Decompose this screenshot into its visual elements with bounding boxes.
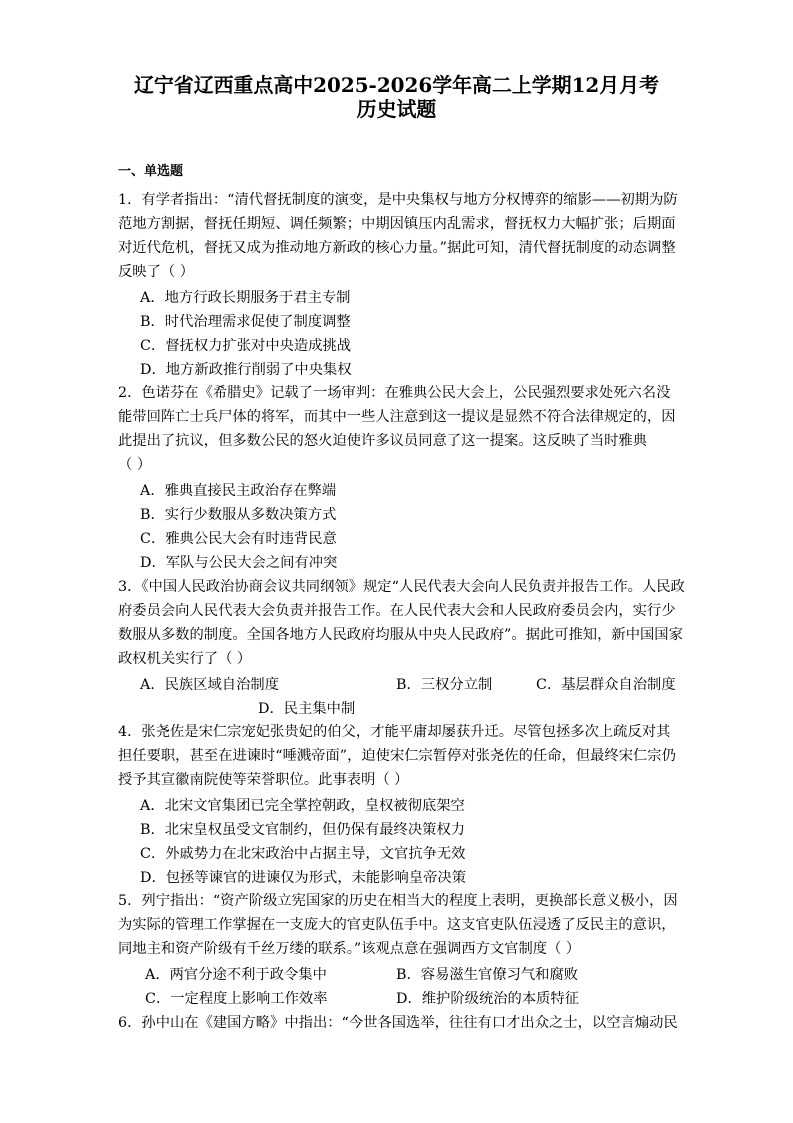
question-2-option-a[interactable]: A．雅典直接民主政治存在弊端: [140, 483, 337, 499]
question-2-line-2: 能带回阵亡士兵尸体的将军，而其中一些人注意到这一提议是显然不符合法律规定的，因: [118, 409, 676, 425]
section-heading: 一、单选题: [118, 164, 184, 179]
question-2-option-b[interactable]: B．实行少数服从多数决策方式: [140, 507, 337, 523]
question-1-option-b[interactable]: B．时代治理需求促使了制度调整: [140, 314, 351, 330]
question-5-option-c[interactable]: C．一定程度上影响工作效率: [145, 991, 328, 1007]
question-2-line-1: 2．色诺芬在《希腊史》记载了一场审判：在雅典公民大会上，公民强烈要求处死六名没: [118, 385, 671, 401]
question-3-option-b[interactable]: B．三权分立制: [396, 677, 493, 693]
question-4-line-3: 授予其宣徽南院使等荣誉职位。此事表明（ ）: [118, 772, 409, 788]
question-2-line-4: （ ）: [118, 457, 152, 473]
question-6-line-1: 6．孙中山在《建国方略》中指出：“今世各国选举，往往有口才出众之士，以空言煽动民: [118, 1015, 678, 1031]
question-3-option-c[interactable]: C．基层群众自治制度: [536, 677, 676, 693]
question-5-option-a[interactable]: A．两官分途不利于政令集中: [145, 967, 327, 983]
question-4-option-b[interactable]: B．北宋皇权虽受文官制约，但仍保有最终决策权力: [140, 822, 466, 838]
exam-title-line1: 辽宁省辽西重点高中2025-2026学年高二上学期12月月考: [134, 73, 659, 97]
question-5-line-1: 5．列宁指出：“资产阶级立宪国家的历史在相当大的程度上表明，更换部长意义极小，因: [118, 893, 678, 909]
question-4-line-1: 4．张尧佐是宋仁宗宠妃张贵妃的伯父，才能平庸却屡获升迁。尽管包拯多次上疏反对其: [118, 724, 671, 740]
question-5-option-d[interactable]: D．维护阶级统治的本质特征: [396, 991, 580, 1007]
question-2-option-c[interactable]: C．雅典公民大会有时违背民意: [140, 531, 337, 547]
question-3-line-1: 3．《中国人民政治协商会议共同纲领》规定“人民代表大会向人民负责并报告工作。人民政: [118, 579, 685, 595]
question-1-line-4: 反映了（ ）: [118, 264, 195, 280]
question-3-line-2: 府委员会向人民代表大会负责并报告工作。在人民代表大会和人民政府委员会内，实行少: [118, 603, 676, 619]
question-1-line-3: 对近代危机，督抚又成为推动地方新政的核心力量。”据此可知，清代督抚制度的动态调整: [118, 240, 676, 256]
question-4-option-a[interactable]: A．北宋文官集团已完全掌控朝政，皇权被彻底架空: [140, 798, 465, 814]
question-1-option-c[interactable]: C．督抚权力扩张对中央造成挑战: [140, 338, 352, 354]
question-3-line-3: 数服从多数的制度。全国各地方人民政府均服从中央人民政府”。据此可推知，新中国国家: [118, 627, 683, 643]
question-4-option-d[interactable]: D．包拯等谏官的进谏仅为形式，未能影响皇帝决策: [140, 870, 466, 886]
question-3-option-a[interactable]: A．民族区域自治制度: [140, 677, 279, 693]
exam-title-line2: 历史试题: [356, 97, 437, 121]
question-5-line-2: 为实际的管理工作掌握在一支庞大的官吏队伍手中。这支官吏队伍浸透了反民主的意识，: [118, 917, 676, 933]
question-1-line-2: 范地方割据，督抚任期短、调任频繁；中期因镇压内乱需求，督抚权力大幅扩张；后期面: [118, 216, 676, 232]
question-2-option-d[interactable]: D．军队与公民大会之间有冲突: [140, 555, 338, 571]
question-5-line-3: 同地主和资产阶级有千丝万缕的联系。”该观点意在强调西方文官制度（ ）: [118, 941, 581, 957]
question-1-option-a[interactable]: A．地方行政长期服务于君主专制: [140, 290, 351, 306]
question-4-line-2: 担任要职，甚至在进谏时“唾溅帝面”，迫使宋仁宗暂停对张尧佐的任命，但最终宋仁宗仍: [118, 748, 676, 764]
question-4-option-c[interactable]: C．外戚势力在北宋政治中占据主导，文官抗争无效: [140, 846, 466, 862]
question-5-option-b[interactable]: B．容易滋生官僚习气和腐败: [396, 967, 579, 983]
question-1-line-1: 1．有学者指出：“清代督抚制度的演变，是中央集权与地方分权博弈的缩影——初期为防: [118, 192, 678, 208]
question-2-line-3: 此提出了抗议，但多数公民的怒火迫使许多议员同意了这一提案。这反映了当时雅典: [118, 433, 647, 449]
question-1-option-d[interactable]: D．地方新政推行削弱了中央集权: [140, 362, 352, 378]
question-3-option-d[interactable]: D．民主集中制: [258, 701, 356, 717]
question-3-line-4: 政权机关实行了（ ）: [118, 651, 252, 667]
